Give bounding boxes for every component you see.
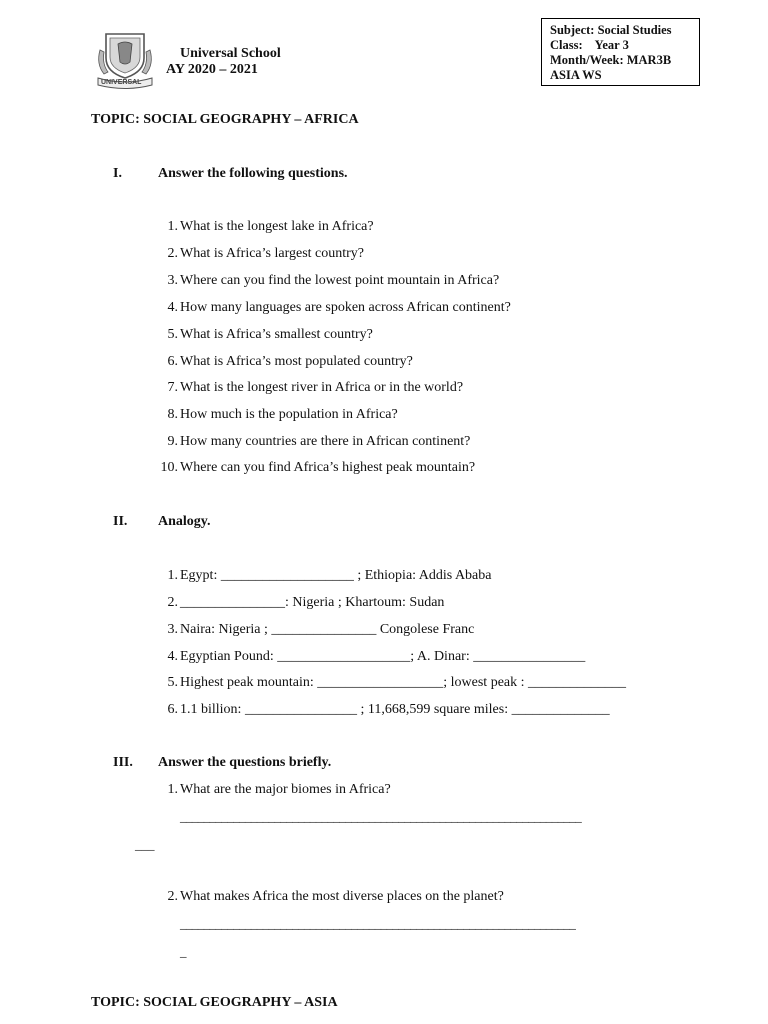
analogy-text: Highest peak mountain: __________________; lowest peak : ______________ <box>180 675 627 690</box>
analogy-text: _______________: Nigeria ; Khartoum: Sudan <box>180 595 445 610</box>
question-text: What is the longest river in Africa or in the world? <box>180 380 464 395</box>
analogy-number: 5. <box>167 675 178 690</box>
section-3-title: Answer the questions briefly. <box>158 755 332 770</box>
analogy-text: Egypt: ___________________ ; Ethiopia: Addis Ababa <box>180 568 492 583</box>
answer-line: ___________________________________________________________________ <box>180 916 576 931</box>
analogy-number: 2. <box>167 595 178 610</box>
subject-line: Subject: Social Studies <box>550 23 672 37</box>
month-week-line: Month/Week: MAR3B <box>550 53 672 67</box>
question-text: What makes Africa the most diverse places on the planet? <box>180 889 504 904</box>
analogy-number: 6. <box>167 702 178 717</box>
analogy-text: Naira: Nigeria ; _______________ Congolese Franc <box>180 622 475 637</box>
analogy-number: 4. <box>167 649 178 664</box>
analogy-text: 1.1 billion: ________________ ; 11,668,599 square miles: ______________ <box>180 702 610 717</box>
question-item <box>156 300 716 318</box>
question-text: How much is the population in Africa? <box>180 407 398 422</box>
analogy-number: 1. <box>167 568 178 583</box>
analogy-item <box>156 595 716 613</box>
analogy-text: Egyptian Pound: ___________________; A. Dinar: ________________ <box>180 649 586 664</box>
question-number: 6. <box>167 354 178 369</box>
question-item <box>156 380 716 398</box>
analogy-number: 3. <box>167 622 178 637</box>
question-number: 2. <box>167 246 178 261</box>
section-2-title: Analogy. <box>158 514 211 529</box>
question-item <box>156 327 716 345</box>
topic-asia-heading: TOPIC: SOCIAL GEOGRAPHY – ASIA <box>91 995 338 1010</box>
answer-line: ____________________________________________________________________ <box>180 809 582 824</box>
answer-line-tail: ___ <box>135 837 155 852</box>
question-item <box>156 354 716 372</box>
question-text: What are the major biomes in Africa? <box>180 782 391 797</box>
question-text: Where can you find the lowest point mountain in Africa? <box>180 273 500 288</box>
question-number: 5. <box>167 327 178 342</box>
question-item <box>156 407 716 425</box>
question-text: What is Africa’s most populated country? <box>180 354 413 369</box>
question-text: How many languages are spoken across African continent? <box>180 300 511 315</box>
question-number: 2. <box>167 889 178 904</box>
class-line: Class: Year 3 <box>550 38 629 52</box>
section-2-number: II. <box>113 514 128 529</box>
question-number: 10. <box>160 460 178 475</box>
school-name: Universal School <box>180 46 281 61</box>
brief-question-item <box>156 782 716 800</box>
question-item <box>156 460 716 478</box>
question-number: 7. <box>167 380 178 395</box>
question-text: What is the longest lake in Africa? <box>180 219 374 234</box>
question-number: 1. <box>167 219 178 234</box>
academic-year: AY 2020 – 2021 <box>166 62 258 77</box>
question-text: Where can you find Africa’s highest peak mountain? <box>180 460 476 475</box>
question-number: 4. <box>167 300 178 315</box>
question-item <box>156 434 716 452</box>
question-number: 9. <box>167 434 178 449</box>
worksheet-line: ASIA WS <box>550 68 602 82</box>
section-3-number: III. <box>113 755 133 770</box>
analogy-item <box>156 702 716 720</box>
analogy-item <box>156 675 716 693</box>
question-text: What is Africa’s smallest country? <box>180 327 373 342</box>
analogy-item <box>156 568 716 586</box>
question-number: 8. <box>167 407 178 422</box>
question-item <box>156 273 716 291</box>
section-1-number: I. <box>113 166 122 181</box>
analogy-item <box>156 649 716 667</box>
question-text: What is Africa’s largest country? <box>180 246 365 261</box>
question-number: 1. <box>167 782 178 797</box>
question-item <box>156 246 716 264</box>
analogy-item <box>156 622 716 640</box>
brief-question-item <box>156 889 716 907</box>
section-1-title: Answer the following questions. <box>158 166 348 181</box>
question-number: 3. <box>167 273 178 288</box>
worksheet-info-box <box>541 18 700 86</box>
answer-line-tail: _ <box>180 944 187 959</box>
topic-africa-heading: TOPIC: SOCIAL GEOGRAPHY – AFRICA <box>91 112 359 127</box>
logo-label: UNIVERSAL <box>101 79 142 86</box>
question-text: How many countries are there in African continent? <box>180 434 471 449</box>
question-item <box>156 219 716 237</box>
